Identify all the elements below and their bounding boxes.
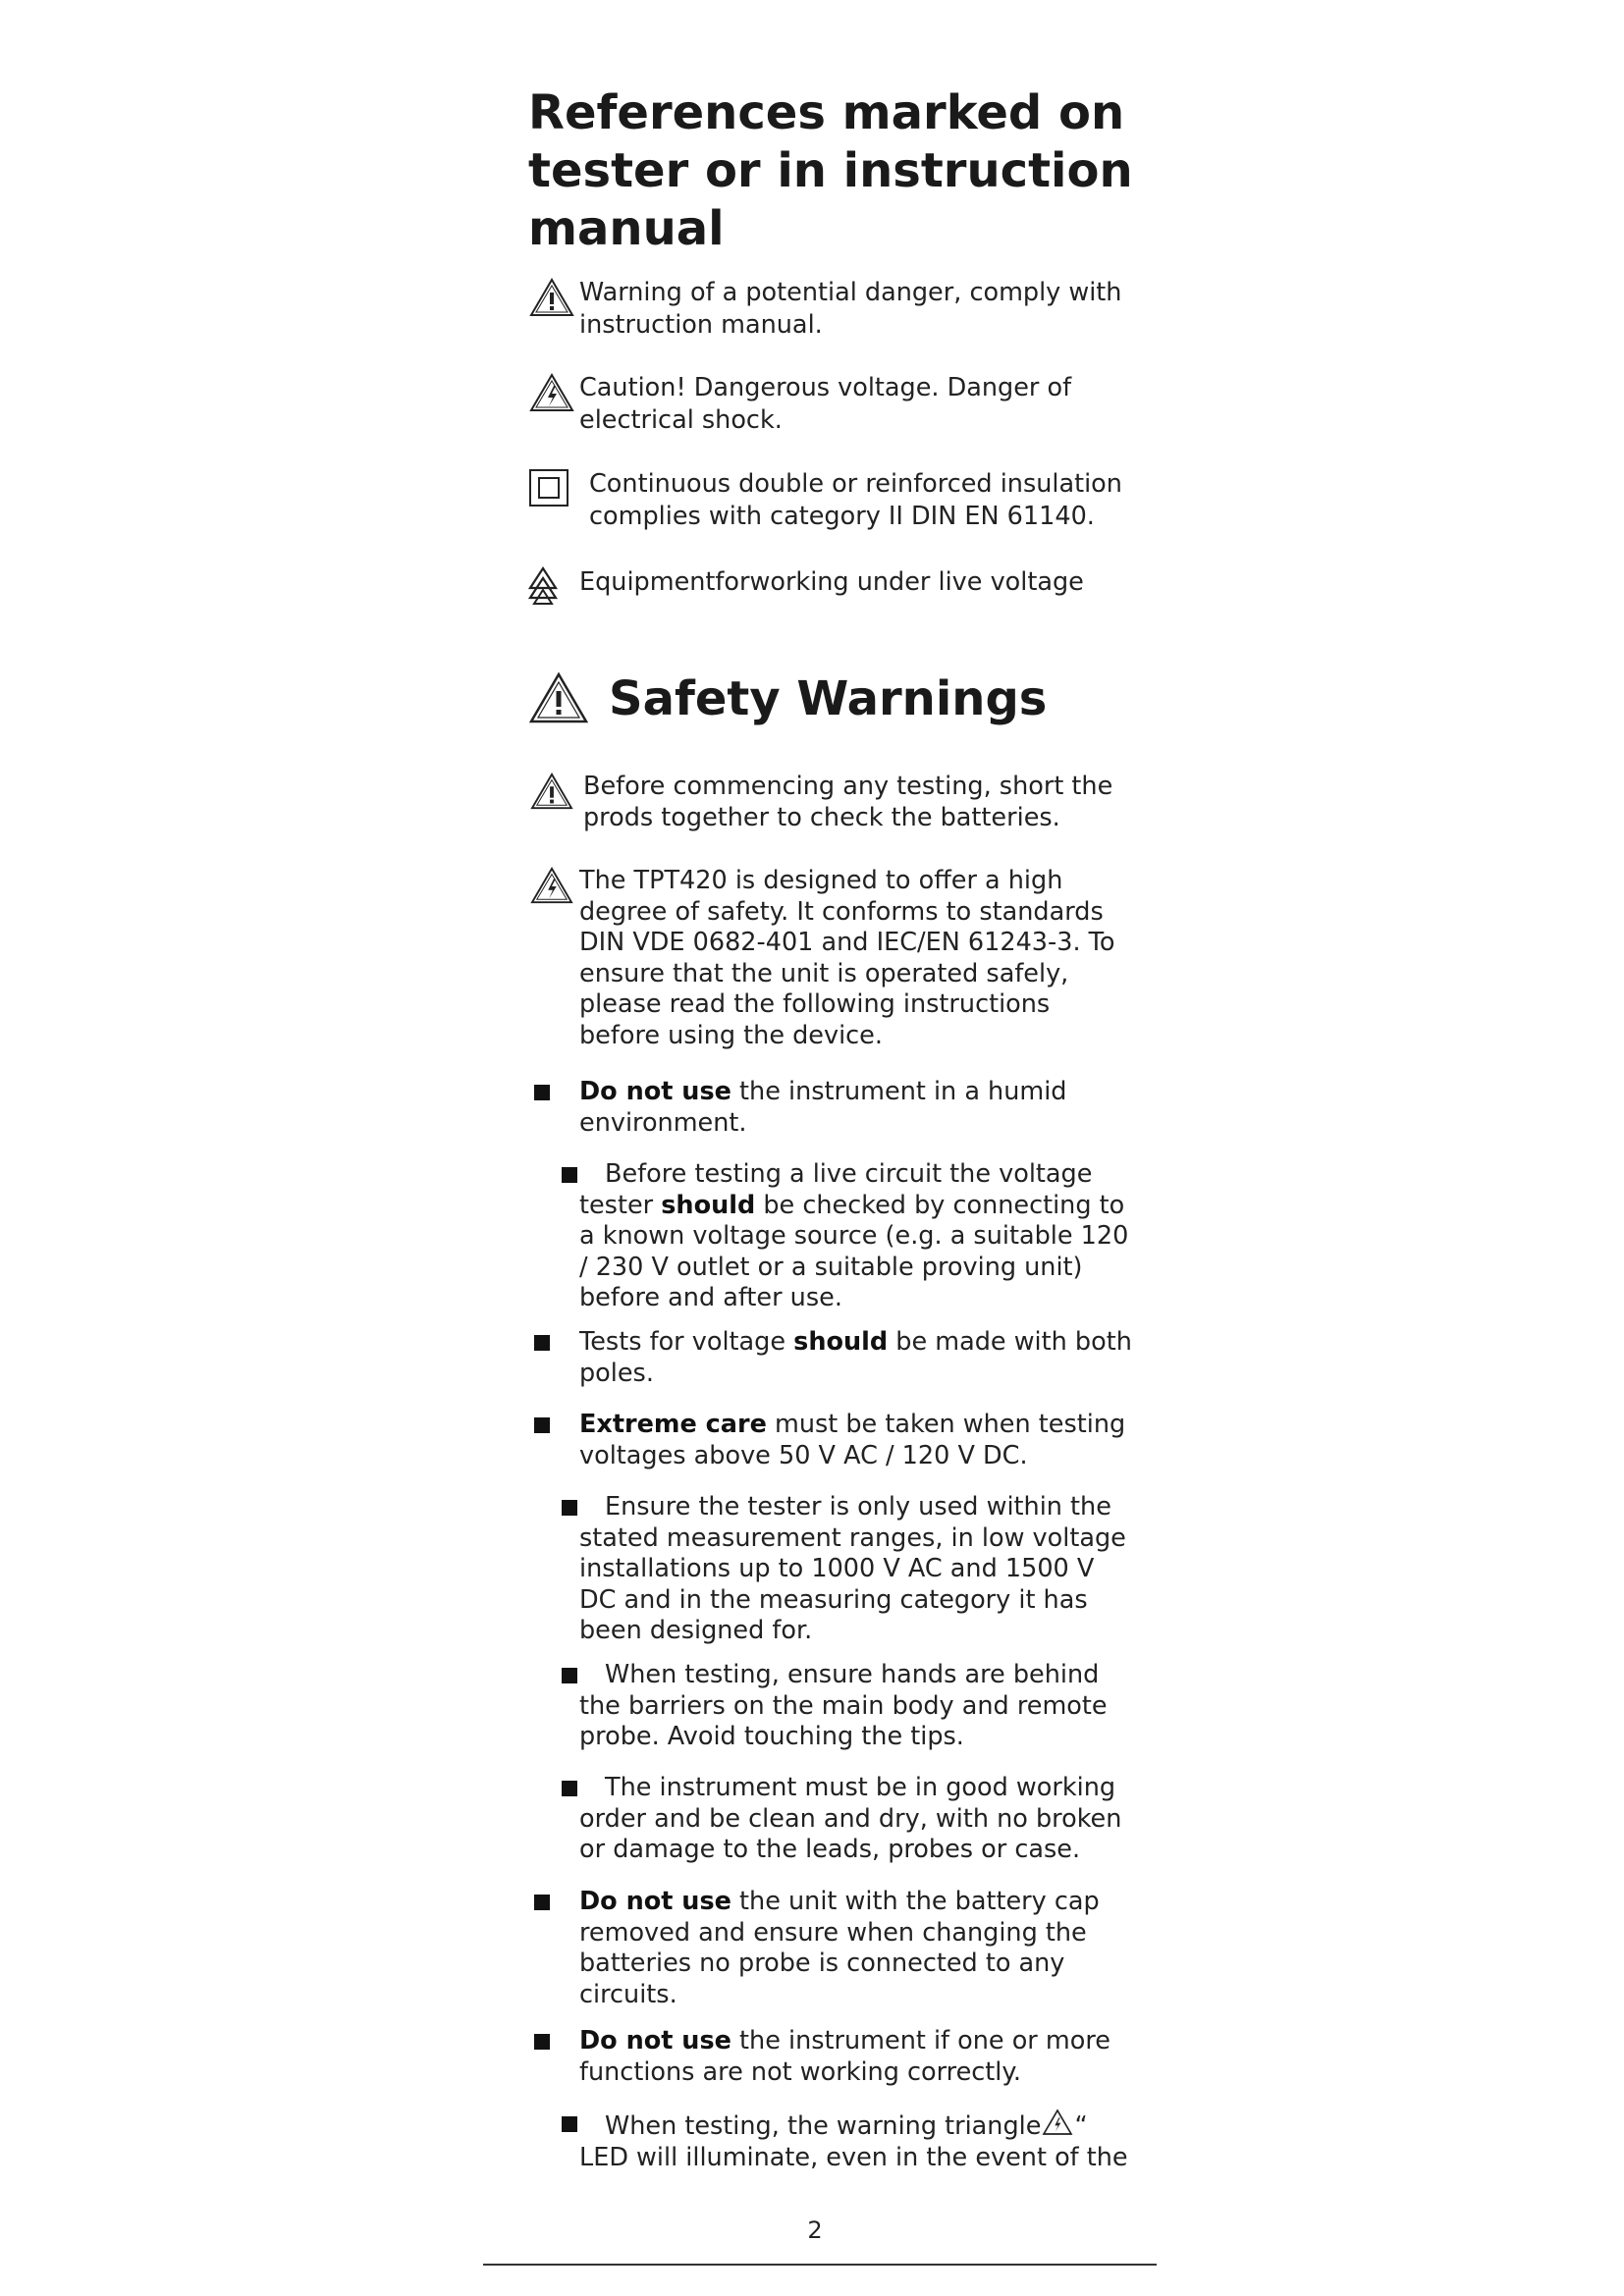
bullet-text: Ensure the tester is only used within the stated measurement ranges, in low voltage installations up to 1000 V AC and 1500 V DC and in the measuring category it has been designed for. — [579, 1492, 1126, 1645]
live-working-icon — [528, 566, 575, 608]
reference-text: Caution! Dangerous voltage. Danger of electrical shock. — [579, 373, 1072, 435]
high-voltage-triangle-icon — [1041, 2109, 1074, 2136]
bullet-bold: Do not use — [579, 2026, 731, 2056]
bullet-item — [528, 2026, 1137, 2088]
bullet-item — [528, 2109, 1137, 2173]
bullet-item — [528, 1159, 1137, 1314]
reference-item-live — [528, 566, 1137, 599]
bullet-bold: should — [661, 1190, 756, 1220]
bullet-square — [562, 1500, 577, 1516]
bullet-square — [562, 1781, 577, 1796]
intro-text: The TPT420 is designed to offer a high degree of safety. It conforms to standards DIN VDE 0682-401 and IEC/EN 61243-3. To ensure that the unit is operated safely, please read the following instructions before using the device. — [579, 866, 1115, 1050]
high-voltage-triangle-icon — [528, 372, 575, 413]
double-insulation-icon — [528, 468, 575, 509]
bullet-text: Before testing a live circuit the voltage tester — [579, 1159, 1093, 1220]
reference-text: Warning of a potential danger, comply with instruction manual. — [579, 278, 1122, 340]
bullet-text: be made with both poles. — [579, 1327, 1132, 1388]
page-number: 2 — [807, 2216, 823, 2244]
warning-triangle-icon — [528, 277, 575, 318]
bullet-text: “ LED will illuminate, even in the event of the — [579, 2111, 1128, 2172]
safety-heading — [528, 667, 1216, 736]
reference-item-insulation — [528, 468, 1137, 533]
bullet-square — [562, 2116, 577, 2132]
bullet-square — [534, 1417, 550, 1433]
bullet-text: When testing, ensure hands are behind the barriers on the main body and remote probe. Avoid touching the tips. — [579, 1660, 1108, 1751]
bullet-square — [534, 1335, 550, 1351]
bullet-item — [528, 1077, 1137, 1139]
bullet-text: must be taken when testing voltages above 50 V AC / 120 V DC. — [579, 1410, 1126, 1470]
bullet-square — [534, 2034, 550, 2050]
bullet-item — [528, 1773, 1137, 1866]
intro-text: Before commencing any testing, short the prods together to check the batteries. — [583, 772, 1113, 832]
bullet-item — [528, 1660, 1137, 1753]
safety-intro-standards — [528, 866, 1137, 1051]
safety-intro-batteries — [528, 772, 1137, 833]
bullet-bold: Do not use — [579, 1887, 731, 1916]
reference-text: Continuous double or reinforced insulation complies with category II DIN EN 61140. — [589, 469, 1122, 531]
bullet-square — [534, 1085, 550, 1100]
warning-triangle-icon — [528, 671, 589, 724]
safety-title: Safety Warnings — [609, 671, 1048, 726]
bullet-item — [528, 1327, 1137, 1389]
bullet-item — [528, 1410, 1137, 1471]
bullet-text: the instrument in a humid environment. — [579, 1077, 1067, 1138]
bullet-bold: should — [793, 1327, 889, 1357]
bullet-bold: Do not use — [579, 1077, 731, 1106]
bullet-text: be checked by connecting to a known voltage source (e.g. a suitable 120 / 230 V outlet or a suitable proving unit) before and after use. — [579, 1190, 1129, 1312]
bullet-item — [528, 1492, 1137, 1647]
bullet-square — [562, 1668, 577, 1683]
footer-divider — [483, 2264, 1157, 2266]
bullet-square — [562, 1167, 577, 1183]
bullet-bold: Extreme care — [579, 1410, 767, 1439]
bullet-item — [528, 1887, 1137, 2010]
reference-item-voltage — [528, 372, 1137, 437]
high-voltage-triangle-icon — [528, 866, 575, 905]
warning-triangle-icon — [528, 772, 575, 811]
bullet-text: the unit with the battery cap removed and ensure when changing the batteries no probe is connected to any circuits. — [579, 1887, 1100, 2009]
reference-item-warning — [528, 277, 1137, 342]
bullet-text: Tests for voltage — [579, 1327, 794, 1357]
bullet-text: the instrument if one or more functions are not working correctly. — [579, 2026, 1110, 2087]
reference-text: Equipmentforworking under live voltage — [579, 567, 1084, 597]
references-heading: References marked on tester or in instruction manual — [528, 85, 1133, 256]
bullet-text: The instrument must be in good working order and be clean and dry, with no broken or damage to the leads, probes or case. — [579, 1773, 1122, 1864]
bullet-square — [534, 1895, 550, 1910]
bullet-text: When testing, the warning triangle — [605, 2111, 1042, 2141]
